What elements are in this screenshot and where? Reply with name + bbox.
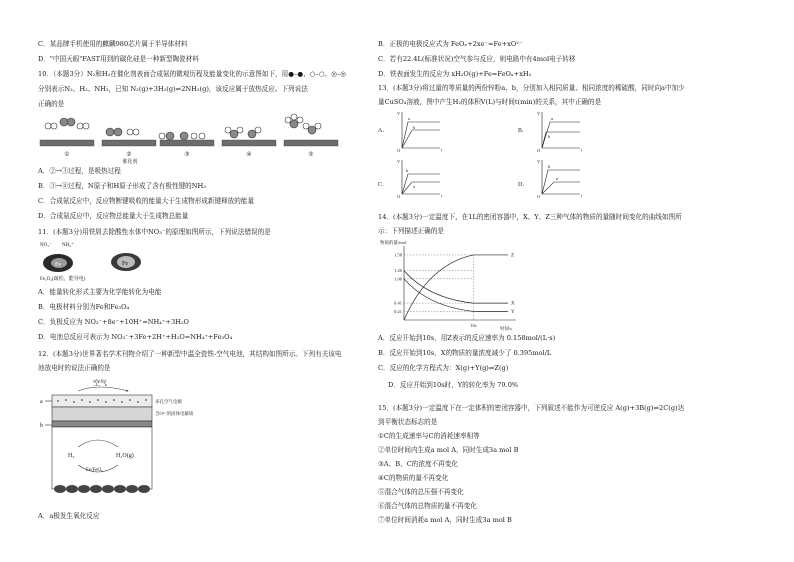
q10-option-c: C．合成氨反应中，反应物断键吸收的能量大于生成物形成新键释放的能量 [38,197,255,205]
q11-caption: Fe₃O₄(疏松，能导电) [40,277,86,282]
q14-ytick-label-3: 0.41 [394,300,402,306]
q10-mechanism-figure [38,112,358,164]
q13-curve-b-d: b [548,164,551,169]
q14-series-label-y: Y [511,309,515,315]
q10-catalyst-label: 催化剂 [122,160,138,165]
q9-option-d: D．"中国天眼"FAST用到的碳化硅是一种新型陶瓷材料 [38,55,199,63]
q13-stem-line1: 13．(本题3分)将过量的等质量的两份锌粉a、b，分别加入相同质量、相同浓度的稀硫酸，同时向a中加少 [378,84,685,92]
q12-stem-line2: 池放电时的说法正确的是 [38,364,111,372]
q14-xlabel: 时间/s [500,326,513,331]
q13-option-b: B． [518,128,529,134]
q14-stem-line1: 14．(本题3分)一定温度下，在1L的密闭容器中，X、Y、Z三种气体的物质的量随时间变化的曲线如图所 [378,213,682,221]
q10-label-3: ③ [184,152,190,158]
q13-axis-v-c: V [397,159,401,164]
q13-curve-b-c: b [406,168,409,173]
q9-option-c: C．某品牌手机使用的麒麟980芯片属于半导体材料 [38,40,188,48]
q12-option-a: A．a极发生氧化反应 [38,512,100,520]
q12-electrolyte-label: 含O²⁻的固体电解质 [155,411,194,416]
q13-axis-t-b: t [581,147,583,152]
q13-curve-a-b: a [551,116,553,121]
q10-label-5: ⑤ [308,152,314,158]
q14-ytick-label-4: 0.21 [394,308,402,314]
q10-label-4: ④ [246,152,252,158]
q14-series-x [404,271,508,304]
q11-option-a: A．能量转化形式主要为化学能转化为电能 [38,288,162,296]
q14-series-label-x: X [511,301,515,307]
q14-ytick-label-1: 1.20 [394,268,402,274]
q14-ytick-label-0: 1.58 [394,252,402,258]
q12-fe-feox-label: Fe/FeOₓ [86,468,103,473]
q14-option-a: A．反应开始到10s，用Z表示的反应速率为 0.158mol/(L·s) [378,334,556,342]
q12-option-b: B．正极的电极反应式为 FeOₓ+2xe⁻=Fe+xO²⁻ [378,40,523,48]
q15-item-3: ③A、B、C的浓度不再变化 [378,460,458,468]
q12-stem-line1: 12．(本题3分)世界著名学术刊物介绍了一种新型中温全瓷铁-空气电池，其结构如图所示。下列有关该电 [38,350,342,358]
q13-axis-t-c: t [441,193,443,198]
q14-option-b: B．反应开始到10s，X的物质的量浓度减少了 0.395mol/L [378,349,552,357]
q11-stem: 11．(本题3分)用铁屑去除酸性水体中NO₃⁻的原理如图所示，下列说法错误的是 [38,228,271,236]
q10-option-a: A．②→③过程，是吸热过程 [38,167,121,175]
q12-air-label: 空气 [93,379,107,387]
q13-curve-a-c: a [413,184,415,189]
q13-graphs [378,108,598,198]
q10-label-1: ① [64,152,70,158]
q13-axis-v-b: V [537,111,541,116]
q11-nh4-label: NH₄⁺ [62,243,74,248]
q14-stem-line2: 示：下列描述正确的是 [378,227,444,235]
q11-option-d: D．电池总反应可表示为 NO₃⁻+3Fe+2H⁺+H₂O=NH₄⁺+Fe₃O₄ [38,333,233,341]
q12-h2o-label: H₂O(g) [116,453,134,459]
q14-option-d: D．反应开始到10s时，Y的转化率为 79.0% [388,381,519,389]
q13-option-a: A． [378,128,389,134]
q15-item-6: ⑥混合气体的总物质的量不再变化 [378,502,477,510]
q14-chart [378,236,528,332]
q11-fe-right: Fe [122,261,128,267]
q11-option-b: B．电极材料分别为Fe和Fe₃O₄ [38,303,130,311]
q13-origin-d: O [537,194,541,199]
q12-h2-label: H₂ [68,453,75,459]
q13-option-d: D． [518,182,529,188]
q15-stem-line1: 15．(本题3分)一定温度下在一定体积的密闭容器中，下列叙述不能作为可逆反应 A(g)+3B(g)⇌2C(g)达 [378,404,685,412]
q12-porous-label: 多孔空气电极 [155,399,182,404]
q14-series-z [404,255,508,320]
q10-option-d: D．合成氨反应中，反应物总能量大于生成物总能量 [38,212,189,220]
q12-electrode-b: b [40,423,43,429]
q13-curve-a-a: a [408,116,410,121]
q14-series-y [404,279,508,312]
q13-axis-v-a: V [397,111,401,116]
q14-ylabel: 物质的量/mol [380,240,407,245]
q10-label-2: ② [126,152,132,158]
q10-stem-line2: 分别表示N₂、H₂、NH₃，已知 N₂(g)+3H₂(g)⇌2NH₃(g)，该反应属于放热反应。下列说法 [38,85,308,93]
q10-option-b: B．③→④过程，N原子和H原子形成了含有极性键的NH₃ [38,182,206,190]
q13-origin-a: O [397,148,401,153]
q13-curve-b-b: b [548,134,551,139]
q14-xtick-label: 10s [470,323,477,328]
q11-fe-figure [38,238,158,282]
q13-origin-c: O [397,194,401,199]
q13-option-c: C． [378,182,389,188]
q13-stem-line2: 量CuSO₄溶液，图中产生H₂的体积V(L)与时间t(min)的关系，其中正确的是 [378,98,602,106]
q10-stem-line3: 正确的是 [38,100,65,108]
q15-item-2: ②单位时间内生成a mol A，同时生成3a mol B [378,446,519,454]
q14-ytick-label-2: 1.00 [394,276,402,282]
q11-fe-left: Fe [55,262,61,268]
q13-axis-v-d: V [537,159,541,164]
q15-item-7: ⑦单位时间消耗a mol A，同时生成3a mol B [378,516,512,524]
q12-electrode-a: a [40,399,43,405]
q12-option-c: C．若有22.4L(标准状况)空气参与反应，则电路中有4mol电子转移 [378,55,576,63]
q11-no3-label: NO₃⁻ [40,243,52,248]
q13-curve-b-a: b [413,125,416,130]
q13-origin-b: O [537,148,541,153]
q13-curve-a-d: a [556,176,558,181]
q13-axis-t-a: t [441,147,443,152]
q14-series-label-z: Z [511,253,515,259]
q12-battery-figure [38,375,194,503]
q13-axis-t-d: t [581,193,583,198]
q14-option-c: C．反应的化学方程式为：X(g)+Y(g)⇌Z(g) [378,364,509,372]
q10-stem-line1: 10．（本题3分）N₂和H₂在催化剂表面合成氨的微观历程及能量变化的示意图如下，用●–●、○–○、◎–◎ [38,70,346,78]
q15-item-4: ④C的物质的量不再变化 [378,474,449,482]
q15-item-1: ①C的生成速率与C的消耗速率相等 [378,432,480,440]
q12-option-d: D．铁表面发生的反应为 xH₂O(g)+Fe=FeOₓ+xH₂ [378,70,532,78]
q15-item-5: ⑤混合气体的总压强不再变化 [378,488,464,496]
q11-option-c: C．负极反应为 NO₃⁻+8e⁻+10H⁺=NH₄⁺+3H₂O [38,318,189,326]
q15-stem-line2: 到平衡状态标志的是 [378,418,438,426]
